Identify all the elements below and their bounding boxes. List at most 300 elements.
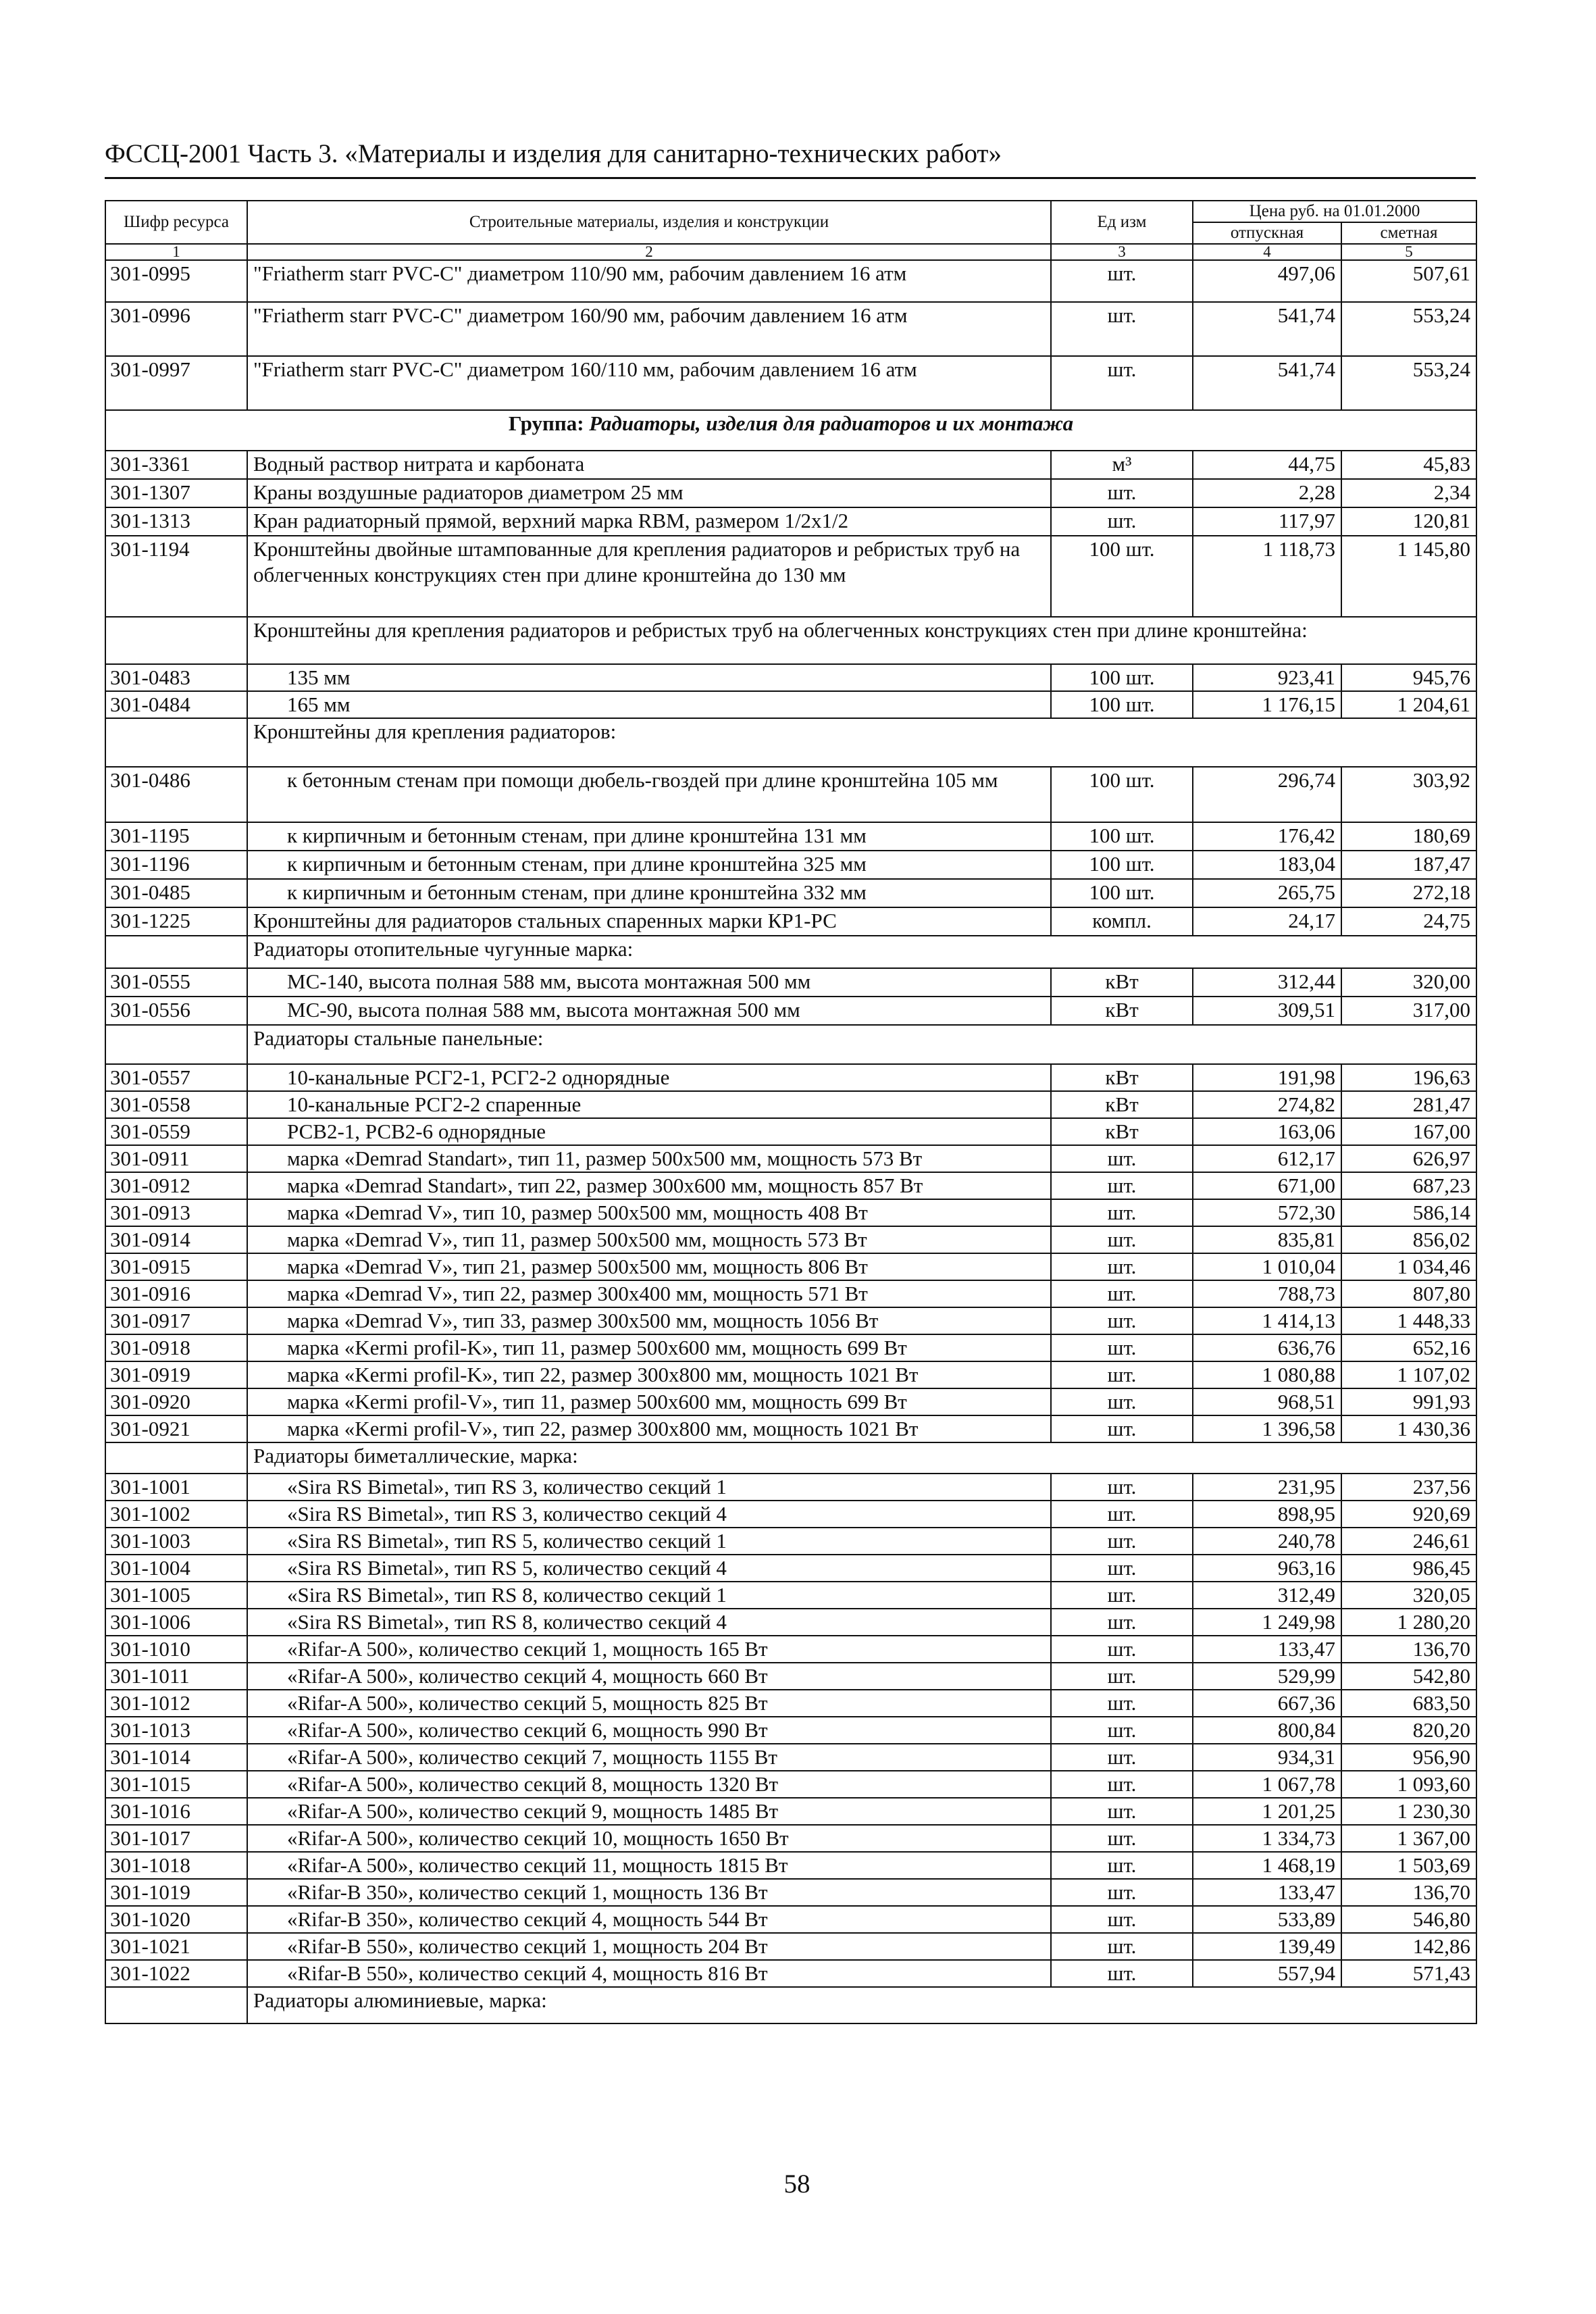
table-row [105,1415,1476,1442]
table-row [105,1199,1476,1226]
unit-of-measure: 100 шт. [1051,691,1193,718]
table-row [105,1906,1476,1933]
unit-of-measure: шт. [1051,1555,1193,1582]
unit-of-measure: шт. [1051,1960,1193,1987]
unit-of-measure: шт. [1051,1226,1193,1253]
unit-of-measure: шт. [1051,1825,1193,1852]
release-price: 800,84 [1193,1717,1341,1744]
table-row [105,822,1476,851]
subgroup-row [105,1987,1476,2023]
resource-name: марка «Kermi profil-K», тип 22, размер 300x800 мм, мощность 1021 Вт [247,1361,1051,1388]
estimate-price: 542,80 [1341,1663,1476,1690]
resource-name: «Rifar-A 500», количество секций 11, мощность 1815 Вт [247,1852,1051,1879]
resource-name: «Sira RS Bimetal», тип RS 5, количество секций 1 [247,1528,1051,1555]
table-row [105,451,1476,479]
estimate-price: 136,70 [1341,1636,1476,1663]
table-row [105,997,1476,1025]
estimate-price: 167,00 [1341,1118,1476,1145]
unit-of-measure: шт. [1051,1798,1193,1825]
resource-name: "Friatherm starr PVC-C" диаметром 110/90 мм, рабочим давлением 16 атм [247,260,1051,302]
resource-name: «Rifar-A 500», количество секций 5, мощность 825 Вт [247,1690,1051,1717]
estimate-price: 320,00 [1341,968,1476,997]
resource-code: 301-1002 [105,1501,247,1528]
release-price: 312,44 [1193,968,1341,997]
unit-of-measure: шт. [1051,1663,1193,1690]
resource-name: 10-канальные РСГ2-2 спаренные [247,1091,1051,1118]
estimate-price: 1 034,46 [1341,1253,1476,1280]
estimate-price: 281,47 [1341,1091,1476,1118]
resource-name: МС-140, высота полная 588 мм, высота монтажная 500 мм [247,968,1051,997]
resource-code: 301-1194 [105,536,247,617]
column-numbers-row [105,244,1476,260]
subgroup-code-cell [105,617,247,664]
release-price: 934,31 [1193,1744,1341,1771]
release-price: 240,78 [1193,1528,1341,1555]
release-price: 923,41 [1193,664,1341,691]
estimate-price: 956,90 [1341,1744,1476,1771]
table-row [105,968,1476,997]
unit-of-measure: шт. [1051,507,1193,536]
table-row [105,1582,1476,1609]
table-row [105,1307,1476,1334]
unit-of-measure: кВт [1051,1064,1193,1091]
release-price: 1 201,25 [1193,1798,1341,1825]
table-row [105,1933,1476,1960]
release-price: 671,00 [1193,1172,1341,1199]
resource-code: 301-1225 [105,907,247,936]
unit-of-measure: шт. [1051,302,1193,356]
estimate-price: 120,81 [1341,507,1476,536]
page-number: 58 [783,2169,810,2198]
col-name-header: Строительные материалы, изделия и конструкции [247,201,1051,244]
unit-of-measure: шт. [1051,1879,1193,1906]
resource-name: Кронштейны для радиаторов стальных спаренных марки КР1-РС [247,907,1051,936]
header-rule [105,177,1476,179]
col-number: 4 [1193,244,1341,260]
col-price-header: Цена руб. на 01.01.2000 [1193,201,1476,222]
table-row [105,1717,1476,1744]
unit-of-measure: 100 шт. [1051,536,1193,617]
table-row [105,1361,1476,1388]
estimate-price: 626,97 [1341,1145,1476,1172]
unit-of-measure: шт. [1051,1609,1193,1636]
estimate-price: 586,14 [1341,1199,1476,1226]
resource-code: 301-0913 [105,1199,247,1226]
estimate-price: 180,69 [1341,822,1476,851]
estimate-price: 246,61 [1341,1528,1476,1555]
release-price: 309,51 [1193,997,1341,1025]
unit-of-measure: 100 шт. [1051,767,1193,822]
resource-code: 301-0555 [105,968,247,997]
estimate-price: 24,75 [1341,907,1476,936]
unit-of-measure: шт. [1051,1717,1193,1744]
resource-code: 301-0484 [105,691,247,718]
release-price: 968,51 [1193,1388,1341,1415]
unit-of-measure: шт. [1051,1199,1193,1226]
col-number: 2 [247,244,1051,260]
resource-code: 301-0914 [105,1226,247,1253]
resource-code: 301-0920 [105,1388,247,1415]
release-price: 265,75 [1193,879,1341,907]
group-heading [105,410,1476,451]
release-price: 1 118,73 [1193,536,1341,617]
subgroup-title: Радиаторы стальные панельные: [247,1025,1476,1064]
resource-name: «Rifar-A 500», количество секций 9, мощность 1485 Вт [247,1798,1051,1825]
table-row [105,1334,1476,1361]
unit-of-measure: кВт [1051,1091,1193,1118]
table-row [105,1145,1476,1172]
resource-code: 301-0921 [105,1415,247,1442]
resource-name: «Rifar-A 500», количество секций 6, мощность 990 Вт [247,1717,1051,1744]
release-price: 788,73 [1193,1280,1341,1307]
resource-code: 301-1001 [105,1474,247,1501]
unit-of-measure: шт. [1051,1474,1193,1501]
estimate-price: 571,43 [1341,1960,1476,1987]
subgroup-code-cell [105,718,247,767]
release-price: 191,98 [1193,1064,1341,1091]
resource-code: 301-1022 [105,1960,247,1987]
subgroup-code-cell [105,1025,247,1064]
resource-code: 301-1006 [105,1609,247,1636]
unit-of-measure: кВт [1051,968,1193,997]
resource-name: к кирпичным и бетонным стенам, при длине кронштейна 332 мм [247,879,1051,907]
resource-name: Водный раствор нитрата и карбоната [247,451,1051,479]
resource-name: Краны воздушные радиаторов диаметром 25 мм [247,479,1051,507]
price-table [105,200,1477,2024]
estimate-price: 986,45 [1341,1555,1476,1582]
resource-name: «Rifar-B 350», количество секций 1, мощность 136 Вт [247,1879,1051,1906]
resource-name: "Friatherm starr PVC-C" диаметром 160/110 мм, рабочим давлением 16 атм [247,356,1051,410]
release-price: 1 067,78 [1193,1771,1341,1798]
resource-code: 301-1196 [105,851,247,879]
table-row [105,851,1476,879]
resource-name: 10-канальные РСГ2-1, РСГ2-2 однорядные [247,1064,1051,1091]
table-row [105,507,1476,536]
table-row [105,356,1476,410]
col-number: 1 [105,244,247,260]
estimate-price: 991,93 [1341,1388,1476,1415]
table-row [105,1555,1476,1582]
resource-code: 301-1195 [105,822,247,851]
subgroup-title: Кронштейны для крепления радиаторов: [247,718,1476,767]
subgroup-code-cell [105,936,247,968]
estimate-price: 1 430,36 [1341,1415,1476,1442]
subgroup-title: Радиаторы алюминиевые, марка: [247,1987,1476,2023]
resource-name: марка «Kermi profil-V», тип 22, размер 300x800 мм, мощность 1021 Вт [247,1415,1051,1442]
estimate-price: 1 204,61 [1341,691,1476,718]
table-row [105,1798,1476,1825]
resource-name: марка «Demrad V», тип 22, размер 300x400 мм, мощность 571 Вт [247,1280,1051,1307]
estimate-price: 1 280,20 [1341,1609,1476,1636]
resource-code: 301-0995 [105,260,247,302]
table-header-row [105,201,1476,222]
resource-name: «Rifar-A 500», количество секций 8, мощность 1320 Вт [247,1771,1051,1798]
release-price: 1 176,15 [1193,691,1341,718]
resource-code: 301-1018 [105,1852,247,1879]
col-number: 5 [1341,244,1476,260]
subgroup-title: Кронштейны для крепления радиаторов и ребристых труб на облегченных конструкциях стен при длине кронштейна: [247,617,1476,664]
table-row [105,879,1476,907]
table-row [105,1172,1476,1199]
unit-of-measure: шт. [1051,1771,1193,1798]
resource-code: 301-0916 [105,1280,247,1307]
resource-name: «Sira RS Bimetal», тип RS 5, количество секций 4 [247,1555,1051,1582]
release-price: 497,06 [1193,260,1341,302]
release-price: 557,94 [1193,1960,1341,1987]
col-code-header: Шифр ресурса [105,201,247,244]
release-price: 231,95 [1193,1474,1341,1501]
unit-of-measure: шт. [1051,260,1193,302]
group-title: Радиаторы, изделия для радиаторов и их монтажа [589,411,1074,435]
resource-code: 301-0483 [105,664,247,691]
table-row [105,1852,1476,1879]
release-price: 1 249,98 [1193,1609,1341,1636]
resource-name: «Rifar-B 550», количество секций 4, мощность 816 Вт [247,1960,1051,1987]
release-price: 1 468,19 [1193,1852,1341,1879]
resource-code: 301-1004 [105,1555,247,1582]
resource-name: «Sira RS Bimetal», тип RS 8, количество секций 1 [247,1582,1051,1609]
resource-code: 301-3361 [105,451,247,479]
unit-of-measure: 100 шт. [1051,879,1193,907]
table-row [105,1118,1476,1145]
unit-of-measure: шт. [1051,1690,1193,1717]
resource-code: 301-0917 [105,1307,247,1334]
estimate-price: 687,23 [1341,1172,1476,1199]
table-row [105,1388,1476,1415]
release-price: 898,95 [1193,1501,1341,1528]
subgroup-code-cell [105,1987,247,2023]
resource-name: марка «Demrad V», тип 11, размер 500x500 мм, мощность 573 Вт [247,1226,1051,1253]
group-prefix: Группа: [508,411,590,435]
subgroup-row [105,1025,1476,1064]
resource-name: «Rifar-A 500», количество секций 10, мощность 1650 Вт [247,1825,1051,1852]
unit-of-measure: 100 шт. [1051,822,1193,851]
table-row [105,907,1476,936]
resource-code: 301-1313 [105,507,247,536]
estimate-price: 136,70 [1341,1879,1476,1906]
resource-code: 301-1017 [105,1825,247,1852]
unit-of-measure: шт. [1051,1852,1193,1879]
table-row [105,1474,1476,1501]
release-price: 636,76 [1193,1334,1341,1361]
resource-code: 301-0912 [105,1172,247,1199]
release-price: 835,81 [1193,1226,1341,1253]
resource-code: 301-1005 [105,1582,247,1609]
release-price: 533,89 [1193,1906,1341,1933]
release-price: 44,75 [1193,451,1341,479]
table-row [105,1091,1476,1118]
table-row [105,767,1476,822]
subgroup-row [105,1442,1476,1474]
estimate-price: 1 448,33 [1341,1307,1476,1334]
resource-name: марка «Demrad V», тип 10, размер 500x500 мм, мощность 408 Вт [247,1199,1051,1226]
estimate-price: 553,24 [1341,302,1476,356]
unit-of-measure: шт. [1051,1307,1193,1334]
table-row [105,1636,1476,1663]
release-price: 183,04 [1193,851,1341,879]
subgroup-row [105,936,1476,968]
resource-code: 301-1015 [105,1771,247,1798]
unit-of-measure: шт. [1051,1280,1193,1307]
estimate-price: 1 093,60 [1341,1771,1476,1798]
release-price: 133,47 [1193,1636,1341,1663]
table-row [105,1690,1476,1717]
resource-name: «Rifar-B 550», количество секций 1, мощность 204 Вт [247,1933,1051,1960]
release-price: 117,97 [1193,507,1341,536]
resource-name: «Sira RS Bimetal», тип RS 8, количество секций 4 [247,1609,1051,1636]
release-price: 1 334,73 [1193,1825,1341,1852]
resource-name: «Rifar-A 500», количество секций 1, мощность 165 Вт [247,1636,1051,1663]
table-row [105,1879,1476,1906]
resource-code: 301-1011 [105,1663,247,1690]
resource-code: 301-1012 [105,1690,247,1717]
estimate-price: 652,16 [1341,1334,1476,1361]
table-row [105,260,1476,302]
release-price: 612,17 [1193,1145,1341,1172]
release-price: 296,74 [1193,767,1341,822]
unit-of-measure: шт. [1051,1361,1193,1388]
estimate-price: 1 503,69 [1341,1852,1476,1879]
resource-code: 301-0558 [105,1091,247,1118]
resource-name: Кронштейны двойные штампованные для крепления радиаторов и ребристых труб на облегченных конструкциях стен при длине кронштейна до 130 мм [247,536,1051,617]
unit-of-measure: шт. [1051,1334,1193,1361]
table-row [105,1609,1476,1636]
resource-code: 301-1003 [105,1528,247,1555]
estimate-price: 303,92 [1341,767,1476,822]
estimate-price: 683,50 [1341,1690,1476,1717]
resource-code: 301-0556 [105,997,247,1025]
release-price: 1 080,88 [1193,1361,1341,1388]
unit-of-measure: шт. [1051,1744,1193,1771]
table-row [105,1663,1476,1690]
resource-code: 301-0919 [105,1361,247,1388]
unit-of-measure: 100 шт. [1051,851,1193,879]
release-price: 176,42 [1193,822,1341,851]
resource-code: 301-0996 [105,302,247,356]
release-price: 529,99 [1193,1663,1341,1690]
release-price: 1 414,13 [1193,1307,1341,1334]
unit-of-measure: шт. [1051,1528,1193,1555]
subgroup-row [105,617,1476,664]
table-row [105,1253,1476,1280]
col-release-header: отпускная [1193,222,1341,244]
resource-name: к бетонным стенам при помощи дюбель-гвоздей при длине кронштейна 105 мм [247,767,1051,822]
release-price: 312,49 [1193,1582,1341,1609]
resource-name: марка «Demrad V», тип 21, размер 500x500 мм, мощность 806 Вт [247,1253,1051,1280]
resource-code: 301-0485 [105,879,247,907]
group-heading-row [105,410,1476,451]
estimate-price: 237,56 [1341,1474,1476,1501]
resource-code: 301-0559 [105,1118,247,1145]
release-price: 139,49 [1193,1933,1341,1960]
estimate-price: 45,83 [1341,451,1476,479]
estimate-price: 320,05 [1341,1582,1476,1609]
estimate-price: 1 230,30 [1341,1798,1476,1825]
col-number: 3 [1051,244,1193,260]
release-price: 133,47 [1193,1879,1341,1906]
resource-name: «Sira RS Bimetal», тип RS 3, количество секций 4 [247,1501,1051,1528]
subgroup-title: Радиаторы биметаллические, марка: [247,1442,1476,1474]
resource-name: 165 мм [247,691,1051,718]
col-estimate-header: сметная [1341,222,1476,244]
resource-code: 301-1019 [105,1879,247,1906]
unit-of-measure: шт. [1051,1172,1193,1199]
estimate-price: 1 367,00 [1341,1825,1476,1852]
unit-of-measure: шт. [1051,1388,1193,1415]
unit-of-measure: шт. [1051,356,1193,410]
resource-name: Кран радиаторный прямой, верхний марка RBM, размером 1/2x1/2 [247,507,1051,536]
unit-of-measure: шт. [1051,1415,1193,1442]
table-row [105,1825,1476,1852]
unit-of-measure: шт. [1051,1145,1193,1172]
resource-name: к кирпичным и бетонным стенам, при длине кронштейна 131 мм [247,822,1051,851]
estimate-price: 856,02 [1341,1226,1476,1253]
page-header: ФССЦ-2001 Часть 3. «Материалы и изделия для санитарно-технических работ» [105,139,1002,168]
resource-code: 301-0911 [105,1145,247,1172]
resource-code: 301-0997 [105,356,247,410]
resource-name: «Rifar-B 350», количество секций 4, мощность 544 Вт [247,1906,1051,1933]
resource-code: 301-0486 [105,767,247,822]
resource-code: 301-1010 [105,1636,247,1663]
estimate-price: 317,00 [1341,997,1476,1025]
unit-of-measure: шт. [1051,1253,1193,1280]
release-price: 1 396,58 [1193,1415,1341,1442]
release-price: 274,82 [1193,1091,1341,1118]
release-price: 572,30 [1193,1199,1341,1226]
unit-of-measure: шт. [1051,1933,1193,1960]
unit-of-measure: шт. [1051,1582,1193,1609]
table-row [105,536,1476,617]
estimate-price: 196,63 [1341,1064,1476,1091]
resource-name: марка «Demrad V», тип 33, размер 300x500 мм, мощность 1056 Вт [247,1307,1051,1334]
release-price: 963,16 [1193,1555,1341,1582]
estimate-price: 807,80 [1341,1280,1476,1307]
resource-code: 301-0915 [105,1253,247,1280]
col-unit-header: Ед изм [1051,201,1193,244]
unit-of-measure: кВт [1051,1118,1193,1145]
release-price: 24,17 [1193,907,1341,936]
table-row [105,1771,1476,1798]
resource-name: «Sira RS Bimetal», тип RS 3, количество секций 1 [247,1474,1051,1501]
resource-code: 301-1021 [105,1933,247,1960]
resource-name: марка «Kermi profil-V», тип 11, размер 500x600 мм, мощность 699 Вт [247,1388,1051,1415]
resource-code: 301-1307 [105,479,247,507]
estimate-price: 1 107,02 [1341,1361,1476,1388]
release-price: 163,06 [1193,1118,1341,1145]
table-row [105,302,1476,356]
estimate-price: 187,47 [1341,851,1476,879]
resource-name: МС-90, высота полная 588 мм, высота монтажная 500 мм [247,997,1051,1025]
unit-of-measure: шт. [1051,1636,1193,1663]
estimate-price: 920,69 [1341,1501,1476,1528]
resource-name: «Rifar-A 500», количество секций 4, мощность 660 Вт [247,1663,1051,1690]
estimate-price: 1 145,80 [1341,536,1476,617]
subgroup-row [105,718,1476,767]
unit-of-measure: компл. [1051,907,1193,936]
estimate-price: 507,61 [1341,260,1476,302]
release-price: 667,36 [1193,1690,1341,1717]
table-row [105,479,1476,507]
unit-of-measure: 100 шт. [1051,664,1193,691]
table-row [105,664,1476,691]
release-price: 541,74 [1193,302,1341,356]
estimate-price: 820,20 [1341,1717,1476,1744]
estimate-price: 553,24 [1341,356,1476,410]
unit-of-measure: шт. [1051,1501,1193,1528]
subgroup-title: Радиаторы отопительные чугунные марка: [247,936,1476,968]
resource-code: 301-1016 [105,1798,247,1825]
unit-of-measure: м³ [1051,451,1193,479]
